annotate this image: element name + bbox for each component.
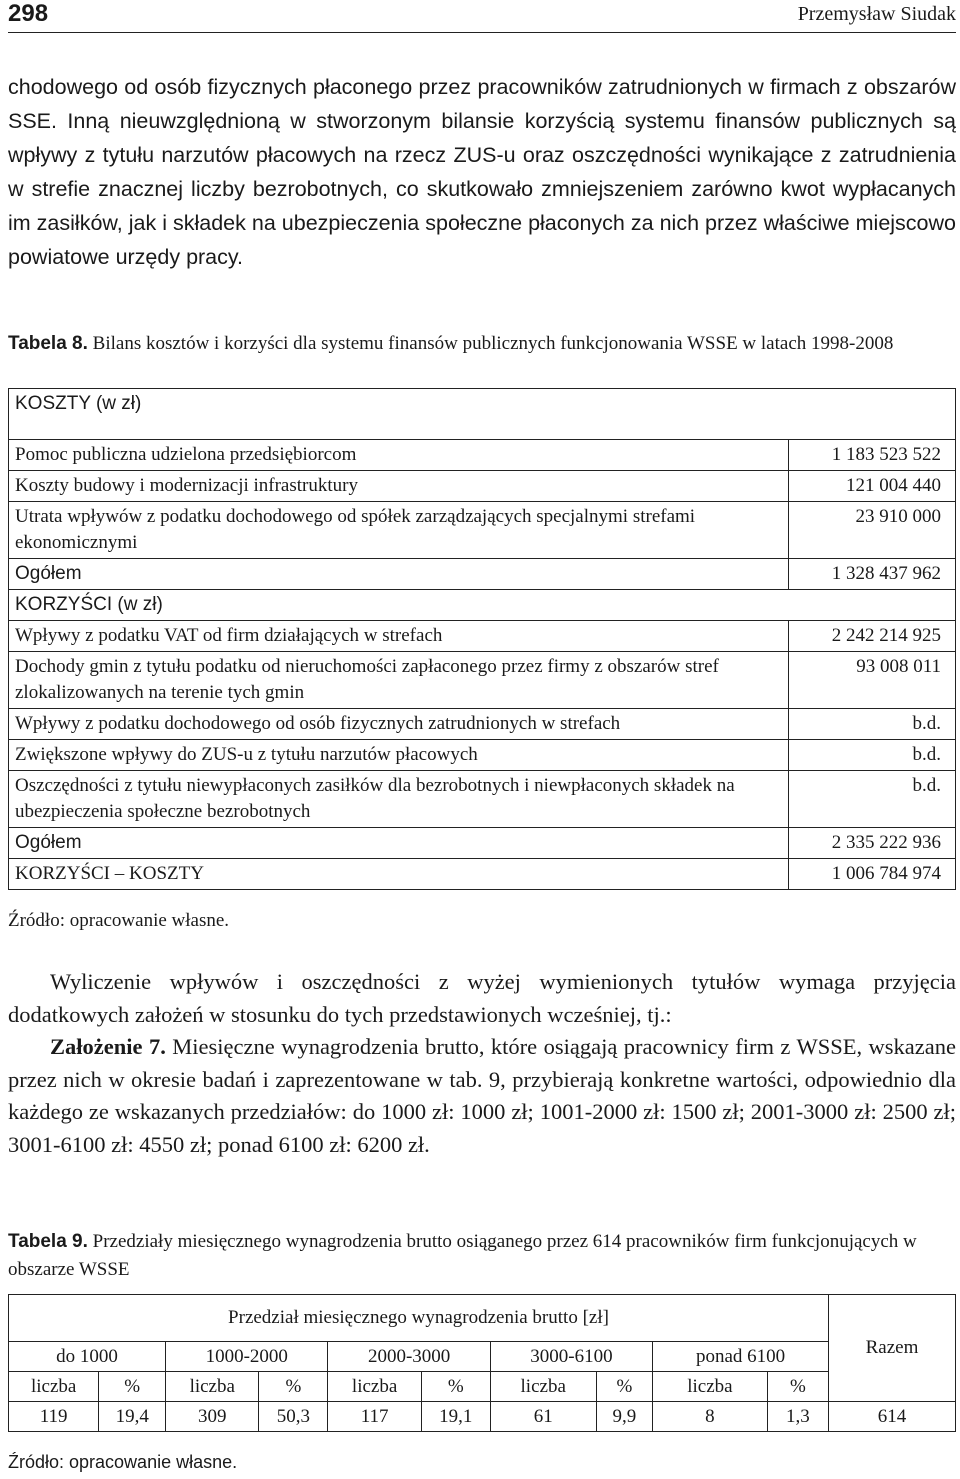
range-header: 1000-2000 bbox=[166, 1342, 328, 1372]
table-row bbox=[9, 440, 956, 471]
count-header: liczba bbox=[166, 1372, 259, 1402]
count-header: liczba bbox=[653, 1372, 768, 1402]
table-row bbox=[9, 740, 956, 771]
pct-header: % bbox=[421, 1372, 490, 1402]
table8-benefits-header-row bbox=[9, 590, 956, 621]
table9 bbox=[8, 1294, 956, 1432]
table9-caption bbox=[8, 1228, 956, 1284]
pct-cell: 19,1 bbox=[421, 1402, 490, 1432]
table9-ranges-row bbox=[9, 1342, 956, 1372]
table-row bbox=[9, 621, 956, 652]
table9-source: Źródło: opracowanie własne. bbox=[8, 1452, 238, 1472]
count-cell: 309 bbox=[166, 1402, 259, 1432]
table9-group-header: Przedział miesięcznego wynagrodzenia brutto [zł] bbox=[9, 1295, 829, 1342]
count-cell: 119 bbox=[9, 1402, 99, 1432]
count-cell: 61 bbox=[490, 1402, 596, 1432]
pct-cell: 19,4 bbox=[99, 1402, 166, 1432]
count-cell: 8 bbox=[653, 1402, 768, 1432]
table-row bbox=[9, 709, 956, 740]
row-label: Wpływy z podatku VAT od firm działających w strefach bbox=[9, 621, 789, 652]
page-header bbox=[8, 0, 956, 33]
table-row bbox=[9, 502, 956, 559]
row-label: Pomoc publiczna udzielona przedsiębiorcom bbox=[9, 440, 789, 471]
table9-subheader-row bbox=[9, 1372, 956, 1402]
table9-header-row bbox=[9, 1295, 956, 1342]
total-cell: 614 bbox=[829, 1402, 956, 1432]
table8 bbox=[8, 388, 956, 890]
page-number: 298 bbox=[8, 0, 49, 27]
pct-header: % bbox=[767, 1372, 828, 1402]
row-label: Utrata wpływów z podatku dochodowego od spółek zarządzających specjalnymi strefami ekonomicznymi bbox=[9, 502, 789, 559]
row-value: b.d. bbox=[789, 709, 956, 740]
row-value: 1 006 784 974 bbox=[789, 859, 956, 890]
table9-values-row bbox=[9, 1402, 956, 1432]
row-value: 2 242 214 925 bbox=[789, 621, 956, 652]
row-value: 93 008 011 bbox=[789, 652, 956, 709]
pct-header: % bbox=[596, 1372, 653, 1402]
row-label: Zwiększone wpływy do ZUS-u z tytułu narzutów płacowych bbox=[9, 740, 789, 771]
table8-benefits-header: KORZYŚCI (w zł) bbox=[9, 590, 956, 621]
paragraph2-assumption-text: Miesięczne wynagrodzenia brutto, które osiągają pracownicy firm z WSSE, wskazane przez nich w okresie badań i zaprezentowane w tab. 9, przybierają konkretne wartości, odpowiednio dla każdego ze wskazanych przedziałów: do 1000 zł: 1000 zł; 1001-2000 zł: 1500 zł; 2001-3000 zł: 2500 zł; 3001-6100 zł: 4550 zł; ponad 6100 zł: 6200 zł. bbox=[8, 1034, 957, 1157]
range-header: ponad 6100 bbox=[653, 1342, 829, 1372]
row-label: Dochody gmin z tytułu podatku od nieruchomości zapłaconego przez firmy z obszarów stref zlokalizowanych na terenie tych gmin bbox=[9, 652, 789, 709]
row-value: 1 328 437 962 bbox=[789, 559, 956, 590]
count-cell: 117 bbox=[328, 1402, 421, 1432]
assumption-label: Założenie 7. bbox=[50, 1034, 166, 1059]
row-value: 121 004 440 bbox=[789, 471, 956, 502]
table9-caption-text: Przedziały miesięcznego wynagrodzenia brutto osiąganego przez 614 pracowników firm funkcjonujących w obszarze WSSE bbox=[8, 1231, 917, 1280]
body-paragraph-1: chodowego od osób fizycznych płaconego przez pracowników zatrudnionych w firmach z obszarów SSE. Inną nieuwzględnioną w stworzonym bilansie korzyścią systemu finansów publicznych są wpływy z tytułu narzutów płacowych na rzecz ZUS-u oraz oszczędności wynikające z zatrudnienia w strefie znacznej liczby bezrobotnych, co skutkowało zmniejszeniem zarówno kwot wypłacanych im zasiłków, jak i składek na ubezpieczenia społeczne płaconych za nich przez właściwe miejscowo powiatowe urzędy pracy. bbox=[8, 75, 956, 269]
pct-cell: 50,3 bbox=[259, 1402, 328, 1432]
range-header: 3000-6100 bbox=[490, 1342, 652, 1372]
pct-header: % bbox=[99, 1372, 166, 1402]
row-label: Oszczędności z tytułu niewypłaconych zasiłków dla bezrobotnych i niewpłaconych składek na ubezpieczenia społeczne bezrobotnych bbox=[9, 771, 789, 828]
count-header: liczba bbox=[9, 1372, 99, 1402]
range-header: 2000-3000 bbox=[328, 1342, 490, 1372]
table8-label: Tabela 8. bbox=[8, 333, 88, 354]
row-value: 23 910 000 bbox=[789, 502, 956, 559]
paragraph2-text: Wyliczenie wpływów i oszczędności z wyżej wymienionych tytułów wymaga przyjęcia dodatkowych założeń w stosunku do tych przedstawionych wcześniej, tj.: bbox=[8, 969, 956, 1027]
table-row bbox=[9, 471, 956, 502]
pct-header: % bbox=[259, 1372, 328, 1402]
body-paragraph-2 bbox=[8, 966, 956, 1161]
row-label: Ogółem bbox=[9, 559, 789, 590]
range-header: do 1000 bbox=[9, 1342, 166, 1372]
row-value: b.d. bbox=[789, 740, 956, 771]
table8-caption bbox=[8, 330, 956, 358]
row-label: Koszty budowy i modernizacji infrastruktury bbox=[9, 471, 789, 502]
table-row-costs-total bbox=[9, 559, 956, 590]
count-header: liczba bbox=[328, 1372, 421, 1402]
count-header: liczba bbox=[490, 1372, 596, 1402]
table8-costs-header: KOSZTY (w zł) bbox=[9, 389, 956, 440]
table8-costs-header-row bbox=[9, 389, 956, 440]
row-label: KORZYŚCI – KOSZTY bbox=[9, 859, 789, 890]
table-row-balance bbox=[9, 859, 956, 890]
pct-cell: 9,9 bbox=[596, 1402, 653, 1432]
table8-caption-text: Bilans kosztów i korzyści dla systemu finansów publicznych funkcjonowania WSSE w latach 1998-2008 bbox=[87, 333, 894, 354]
pct-cell: 1,3 bbox=[767, 1402, 828, 1432]
table-row bbox=[9, 771, 956, 828]
running-author: Przemysław Siudak bbox=[797, 3, 956, 25]
table9-total-header: Razem bbox=[829, 1295, 956, 1402]
row-label: Ogółem bbox=[9, 828, 789, 859]
row-label: Wpływy z podatku dochodowego od osób fizycznych zatrudnionych w strefach bbox=[9, 709, 789, 740]
row-value: 1 183 523 522 bbox=[789, 440, 956, 471]
table9-label: Tabela 9. bbox=[8, 1231, 88, 1252]
table-row-benefits-total bbox=[9, 828, 956, 859]
table-row bbox=[9, 652, 956, 709]
table8-source: Źródło: opracowanie własne. bbox=[8, 910, 230, 931]
row-value: b.d. bbox=[789, 771, 956, 828]
row-value: 2 335 222 936 bbox=[789, 828, 956, 859]
